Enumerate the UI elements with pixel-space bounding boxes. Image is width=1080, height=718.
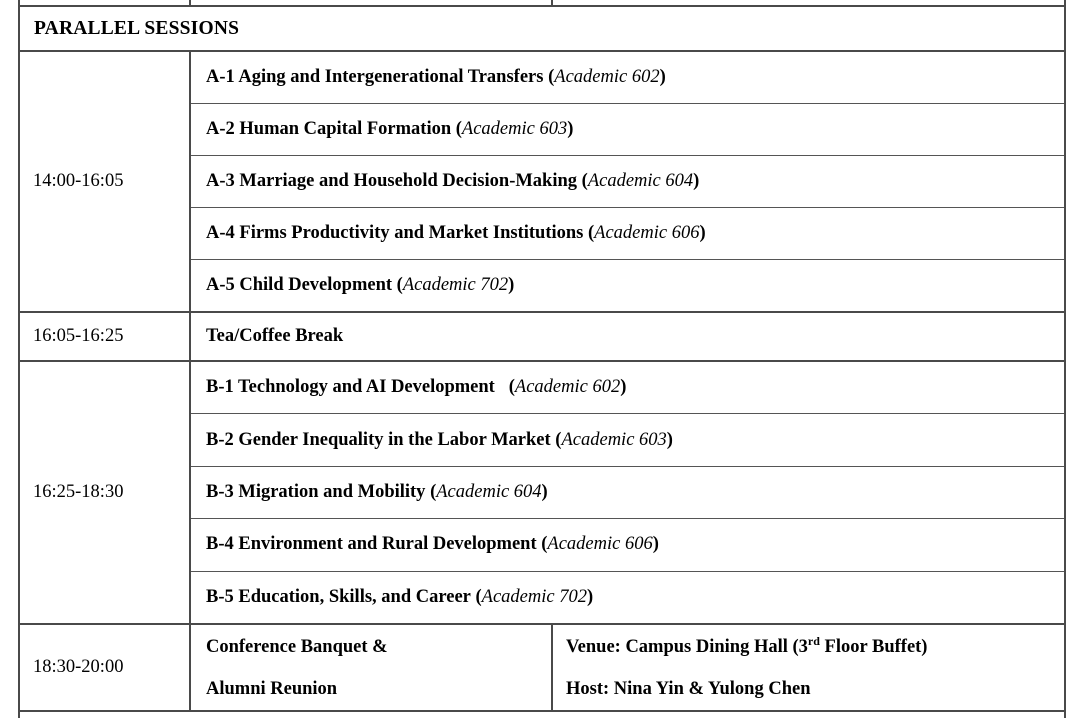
tea-break-label: Tea/Coffee Break bbox=[206, 326, 344, 346]
banquet-venue-cell bbox=[553, 625, 1064, 710]
session-row-a5 bbox=[191, 260, 1064, 311]
paren-close: ) bbox=[699, 223, 706, 243]
session-list-a bbox=[191, 52, 1064, 311]
paren-close: ) bbox=[541, 482, 548, 503]
banquet-event-line2: Alumni Reunion bbox=[206, 678, 338, 699]
paren-open: ( bbox=[425, 482, 437, 503]
time-cell-block-a: 14:00-16:05 bbox=[20, 52, 191, 311]
paren-close: ) bbox=[620, 377, 627, 398]
session-row-a3 bbox=[191, 156, 1064, 208]
paren-open: ( bbox=[583, 223, 595, 243]
tea-break-row bbox=[20, 313, 1064, 362]
session-title: B-5 Education, Skills, and Career bbox=[206, 586, 471, 607]
session-title: B-1 Technology and AI Development bbox=[206, 377, 495, 398]
column-divider-stub bbox=[551, 0, 553, 5]
room-label: Academic 702 bbox=[402, 275, 509, 295]
room-label: Academic 702 bbox=[481, 586, 587, 607]
session-block-a bbox=[20, 52, 1064, 313]
paren-open: ( bbox=[543, 67, 555, 87]
paren-open: ( bbox=[451, 119, 462, 139]
session-title: B-2 Gender Inequality in the Labor Market bbox=[206, 429, 551, 450]
room-label: Academic 602 bbox=[554, 67, 660, 87]
bottom-margin bbox=[20, 712, 1064, 718]
time-cell-block-b: 16:25-18:30 bbox=[20, 362, 191, 623]
paren-close: ) bbox=[693, 171, 700, 191]
paren-close: ) bbox=[508, 275, 515, 295]
paren-open: ( bbox=[470, 586, 482, 607]
session-list-b bbox=[191, 362, 1064, 623]
time-cell-tea-break: 16:05-16:25 bbox=[20, 313, 191, 360]
paren-close: ) bbox=[567, 119, 574, 139]
session-title: A-4 Firms Productivity and Market Institutions bbox=[206, 223, 584, 243]
room-label: Academic 606 bbox=[547, 534, 653, 555]
session-title: A-1 Aging and Intergenerational Transfers bbox=[206, 67, 544, 87]
schedule-table bbox=[18, 0, 1066, 718]
session-row-b1 bbox=[191, 362, 1064, 414]
session-title: B-3 Migration and Mobility bbox=[206, 482, 426, 503]
paren-close: ) bbox=[666, 429, 673, 450]
banquet-venue-line bbox=[566, 626, 1064, 668]
session-title: A-2 Human Capital Formation bbox=[206, 119, 452, 139]
session-title: A-3 Marriage and Household Decision-Making bbox=[206, 171, 578, 191]
session-row-a1 bbox=[191, 52, 1064, 104]
venue-text: Venue: Campus Dining Hall (3 bbox=[566, 636, 808, 657]
banquet-row bbox=[20, 625, 1064, 712]
paren-open: ( bbox=[550, 429, 562, 450]
session-row-a2 bbox=[191, 104, 1064, 156]
room-label: Academic 603 bbox=[461, 119, 568, 139]
column-divider-stub bbox=[189, 0, 191, 5]
paren-close: ) bbox=[659, 67, 666, 87]
session-row-b3 bbox=[191, 467, 1064, 519]
venue-ordinal-superscript: rd bbox=[807, 633, 820, 648]
paren-close: ) bbox=[652, 534, 659, 555]
banquet-event-line1: Conference Banquet & bbox=[206, 636, 388, 657]
banquet-event-cell bbox=[191, 625, 553, 710]
session-row-b5 bbox=[191, 572, 1064, 623]
clipped-row-above bbox=[20, 0, 1064, 5]
session-title: B-4 Environment and Rural Development bbox=[206, 534, 537, 555]
room-label: Academic 606 bbox=[594, 223, 700, 243]
time-cell-banquet: 18:30-20:00 bbox=[20, 625, 191, 710]
paren-open: ( bbox=[536, 534, 548, 555]
room-label: Academic 602 bbox=[514, 377, 621, 398]
room-label: Academic 603 bbox=[561, 429, 667, 450]
paren-open: ( bbox=[577, 171, 588, 191]
paren-open: ( bbox=[392, 275, 403, 295]
room-label: Academic 604 bbox=[587, 171, 694, 191]
session-block-b bbox=[20, 362, 1064, 625]
paren-open: ( bbox=[494, 377, 515, 398]
session-row-b2 bbox=[191, 414, 1064, 466]
session-row-b4 bbox=[191, 519, 1064, 571]
paren-close: ) bbox=[586, 586, 594, 607]
session-row-a4 bbox=[191, 208, 1064, 260]
session-title: A-5 Child Development bbox=[206, 275, 393, 295]
parallel-sessions-header: PARALLEL SESSIONS bbox=[20, 5, 1064, 52]
banquet-host-line: Host: Nina Yin & Yulong Chen bbox=[566, 678, 811, 699]
venue-text-rest: Floor Buffet) bbox=[819, 636, 928, 657]
room-label: Academic 604 bbox=[436, 482, 542, 503]
